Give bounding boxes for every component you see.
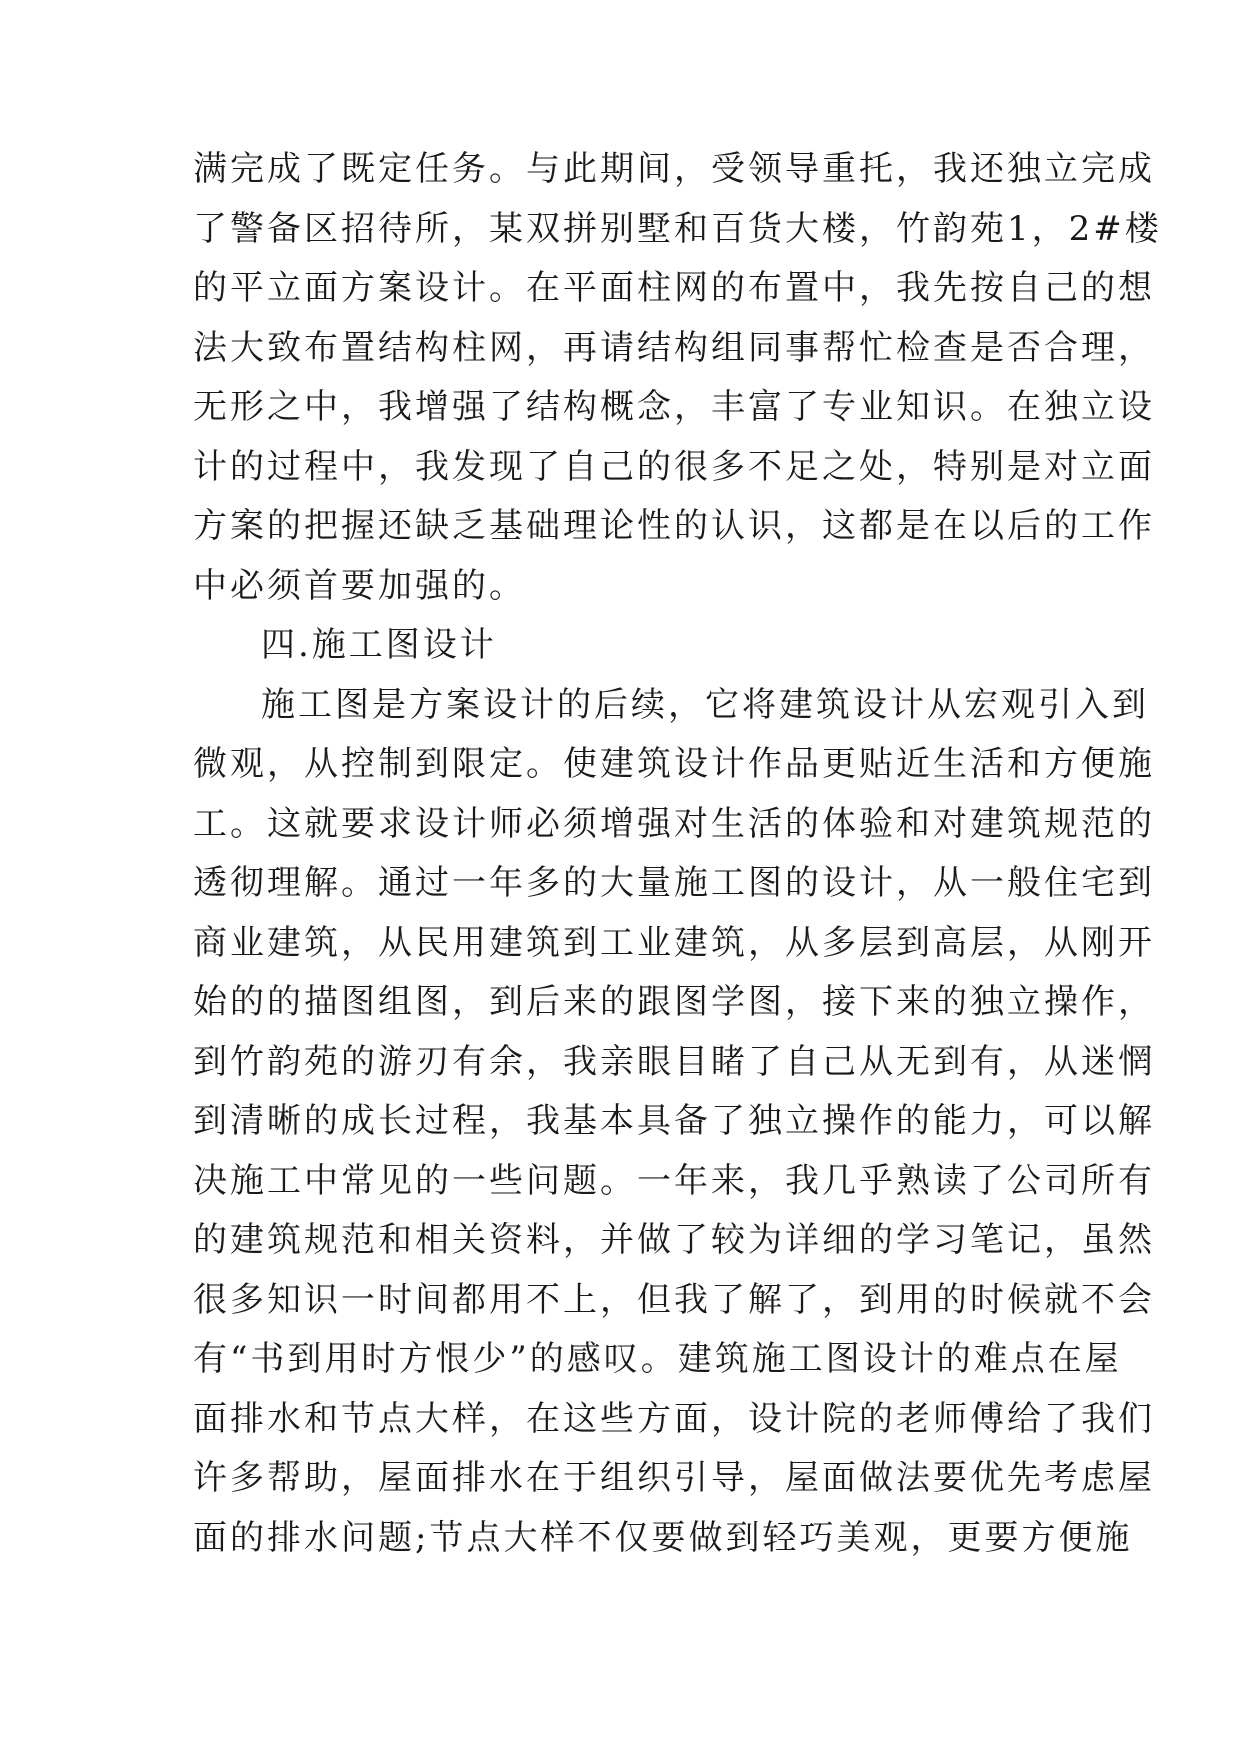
paragraph-line: 的建筑规范和相关资料，并做了较为详细的学习笔记，虽然 <box>193 1220 1155 1260</box>
paragraph-line: 透彻理解。通过一年多的大量施工图的设计，从一般住宅到 <box>193 863 1155 903</box>
paragraph-line: 中必须首要加强的。 <box>193 565 526 606</box>
paragraph-line: 到清晰的成长过程，我基本具备了独立操作的能力，可以解 <box>193 1101 1155 1141</box>
paragraph-line: 许多帮助，屋面排水在于组织引导，屋面做法要优先考虑屋 <box>193 1458 1155 1498</box>
paragraph-line: 的平立面方案设计。在平面柱网的布置中，我先按自己的想 <box>193 268 1155 308</box>
paragraph-line: 无形之中，我增强了结构概念，丰富了专业知识。在独立设 <box>193 387 1155 427</box>
paragraph-line: 很多知识一时间都用不上，但我了解了，到用的时候就不会 <box>193 1279 1155 1320</box>
paragraph-1 <box>193 140 1162 616</box>
document-body <box>193 140 1162 1568</box>
paragraph-line: 法大致布置结构柱网，再请结构组同事帮忙检查是否合理， <box>193 327 1155 368</box>
paragraph-line: 到竹韵苑的游刃有余，我亲眼目睹了自己从无到有，从迷惘 <box>193 1041 1155 1082</box>
paragraph-line: 微观，从控制到限定。使建筑设计作品更贴近生活和方便施 <box>193 744 1155 784</box>
paragraph-line: 计的过程中，我发现了自己的很多不足之处，特别是对立面 <box>193 446 1155 487</box>
paragraph-line: 面的排水问题;节点大样不仅要做到轻巧美观，更要方便施 <box>193 1517 1133 1558</box>
paragraph-line: 工。这就要求设计师必须增强对生活的体验和对建筑规范的 <box>193 803 1155 844</box>
paragraph-line: 面排水和节点大样，在这些方面，设计院的老师傅给了我们 <box>193 1398 1155 1439</box>
paragraph-line: 方案的把握还缺乏基础理论性的认识，这都是在以后的工作 <box>193 506 1155 546</box>
paragraph-line: 始的的描图组图，到后来的跟图学图，接下来的独立操作， <box>193 982 1155 1022</box>
paragraph-2 <box>193 676 1155 1569</box>
paragraph-line: 商业建筑，从民用建筑到工业建筑，从多层到高层，从刚开 <box>193 922 1155 963</box>
paragraph-line: 施工图是方案设计的后续，它将建筑设计从宏观引入到 <box>261 684 1149 725</box>
paragraph-line: 决施工中常见的一些问题。一年来，我几乎熟读了公司所有 <box>193 1160 1155 1201</box>
paragraph-line: 有“书到用时方恨少”的感叹。建筑施工图设计的难点在屋 <box>193 1339 1122 1379</box>
paragraph-line: 满完成了既定任务。与此期间，受领导重托，我还独立完成 <box>193 149 1155 189</box>
paragraph-line: 了警备区招待所，某双拼别墅和百货大楼，竹韵苑1，2#楼 <box>193 208 1162 249</box>
section-heading: 四.施工图设计 <box>261 625 497 665</box>
